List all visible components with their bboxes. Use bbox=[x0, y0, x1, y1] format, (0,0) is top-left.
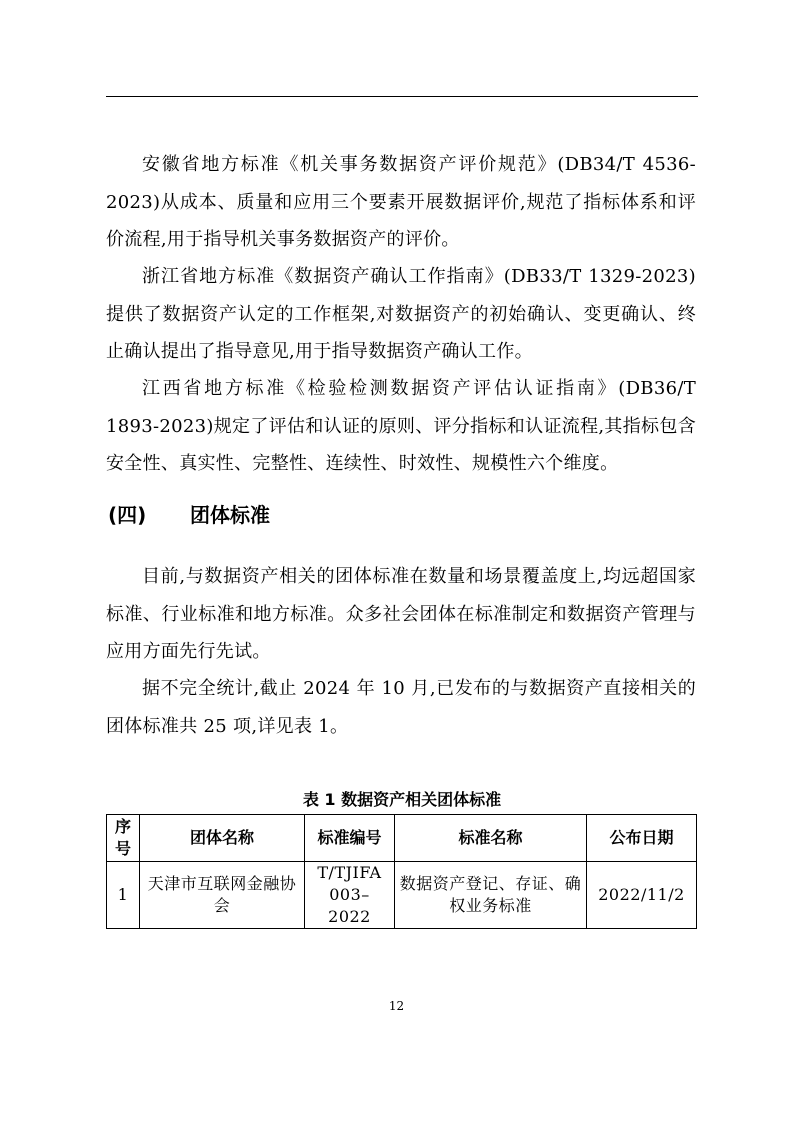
header-standard-code: 标准编号 bbox=[305, 815, 395, 862]
cell-index: 1 bbox=[107, 862, 140, 929]
paragraph-group-standards-intro: 目前,与数据资产相关的团体标准在数量和场景覆盖度上,均远超国家标准、行业标准和地方标准。众多社会团体在标准制定和数据资产管理与应用方面先行先试。 bbox=[106, 566, 696, 662]
cell-standard-name: 数据资产登记、存证、确权业务标准 bbox=[395, 862, 587, 929]
header-org-name: 团体名称 bbox=[140, 815, 305, 862]
paragraph-group-standards-count: 据不完全统计,截止 2024 年 10 月,已发布的与数据资产直接相关的团体标准共 25 项,详见表 1。 bbox=[106, 678, 696, 737]
section-title: 团体标准 bbox=[190, 503, 270, 527]
page-number: 12 bbox=[388, 999, 405, 1013]
cell-org-name: 天津市互联网金融协会 bbox=[140, 862, 305, 929]
table-header-row bbox=[107, 815, 697, 862]
cell-standard-code: T/TJIFA 003–2022 bbox=[305, 862, 395, 929]
header-rule bbox=[106, 96, 698, 97]
table-row bbox=[107, 862, 697, 929]
paragraph-jiangxi-standard: 江西省地方标准《检验检测数据资产评估认证指南》(DB36/T 1893-2023)规定了评估和认证的原则、评分指标和认证流程,其指标包含安全性、真实性、完整性、连续性、时效性、规模性六个维度。 bbox=[106, 378, 696, 474]
table-caption: 表 1 数据资产相关团体标准 bbox=[302, 790, 502, 809]
cell-publish-date: 2022/11/2 bbox=[587, 862, 697, 929]
paragraph-zhejiang-standard: 浙江省地方标准《数据资产确认工作指南》(DB33/T 1329-2023)提供了数据资产认定的工作框架,对数据资产的初始确认、变更确认、终止确认提出了指导意见,用于指导数据资产确认工作。 bbox=[106, 266, 696, 362]
header-standard-name: 标准名称 bbox=[395, 815, 587, 862]
group-standards-table bbox=[106, 814, 697, 929]
section-number: (四) bbox=[108, 503, 147, 527]
header-publish-date: 公布日期 bbox=[587, 815, 697, 862]
section-heading bbox=[108, 497, 270, 533]
header-index: 序号 bbox=[107, 815, 140, 862]
paragraph-anhui-standard: 安徽省地方标准《机关事务数据资产评价规范》(DB34/T 4536-2023)从成本、质量和应用三个要素开展数据评价,规范了指标体系和评价流程,用于指导机关事务数据资产的评价。 bbox=[106, 154, 696, 250]
